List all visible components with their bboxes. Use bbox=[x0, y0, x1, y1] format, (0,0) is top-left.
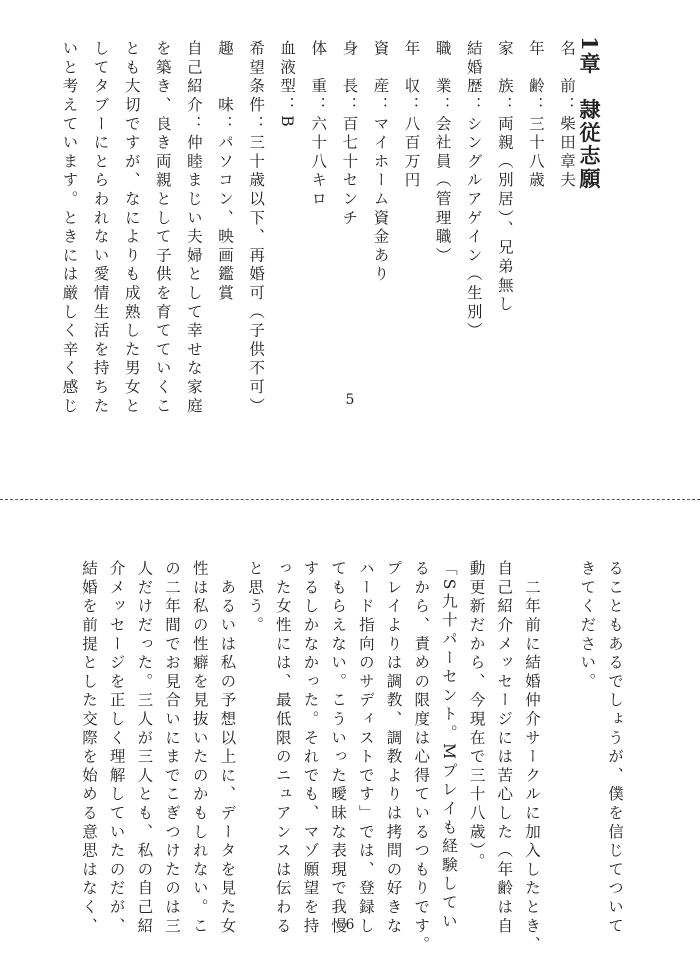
text-line: あるいは私の予想以上に、データを見た女 bbox=[218, 560, 237, 936]
text-line: 資 産：マイホーム資金あり bbox=[371, 40, 390, 285]
page-6-text bbox=[72, 560, 626, 955]
text-line: 名 前：柴田章夫 bbox=[558, 40, 576, 191]
text-line: いと考えています。ときには厳しく辛く感じ bbox=[60, 40, 79, 416]
text-line: 二年前に結婚仲介サークルに加入したとき、 bbox=[522, 560, 541, 955]
text-line: 性は私の性癖を見抜いたのかもしれない。こ bbox=[190, 560, 209, 936]
text-line: 結婚歴：シングルアゲイン（生別） bbox=[464, 40, 483, 341]
text-line: 年 収：八百万円 bbox=[402, 40, 421, 191]
text-line: 動更新だから、今現在で三十八歳）。 bbox=[467, 560, 486, 872]
text-line: 家 族：両親（別居）、兄弟無し bbox=[495, 40, 514, 315]
text-line: 希望条件：三十歳以下、再婚可（子供不可） bbox=[247, 40, 266, 416]
text-line: 職 業：会社員（管理職） bbox=[433, 40, 452, 266]
text-line bbox=[543, 560, 571, 955]
text-line: 血液型：B bbox=[278, 40, 297, 130]
text-line: きてください。 bbox=[578, 560, 597, 692]
text-line: の二年間でお見合いにまでこぎつけたのは三 bbox=[163, 560, 181, 936]
text-line: 自己紹介：仲睦まじい夫婦として幸せな家庭 bbox=[184, 40, 203, 416]
text-line: を築き、良き両親として子供を育てていくこ bbox=[153, 40, 172, 416]
text-line: った女性には、最低限のニュアンスは伝わる bbox=[273, 560, 292, 936]
page-number: 5 bbox=[345, 392, 355, 408]
text-line: 身 長：百七十センチ bbox=[340, 40, 359, 228]
text-line: プレイよりは調教、調教よりは拷問の好きな bbox=[384, 560, 403, 936]
text-line: するしかなかった。それでも、マゾ願望を持 bbox=[301, 560, 320, 936]
text-line: 人だけだった。三人が三人とも、私の自己紹 bbox=[135, 560, 154, 936]
text-line: と思う。 bbox=[246, 560, 265, 636]
text-line: 体 重：六十八キロ bbox=[309, 40, 328, 210]
page-divider bbox=[0, 499, 700, 500]
text-line: 「S九十パーセント。Mプレイも経験してい bbox=[439, 560, 458, 932]
text-line: 結婚を前提とした交際を始める意思はなく、 bbox=[79, 560, 98, 936]
text-line: 介メッセージを正しく理解していたのだが、 bbox=[107, 560, 126, 936]
text-line: 自己紹介メッセージには苦心した（年齢は自 bbox=[495, 560, 514, 936]
text-line: 年 齢：三十八歳 bbox=[526, 40, 545, 191]
page-5-text bbox=[49, 40, 578, 416]
page-number: 6 bbox=[345, 917, 355, 933]
text-line: 趣 味：パソコン、映画鑑賞 bbox=[215, 40, 234, 304]
text-line: ハード指向のサディストです」では、登録し bbox=[356, 560, 375, 936]
text-line: してタブーにとらわれない愛情生活を持ちた bbox=[91, 40, 110, 416]
text-line: るから、責めの限度は心得ているつもりです。 bbox=[412, 560, 431, 955]
chapter-title: 1章 隷従志願 bbox=[577, 36, 602, 191]
text-line: とも大切ですが、なによりも成熟した男女と bbox=[122, 40, 141, 416]
page-6 bbox=[0, 505, 700, 955]
text-line: てもらえない。こういった曖昧な表現で我慢 bbox=[329, 560, 348, 936]
text-line: ることもあるでしょうが、僕を信じてついて bbox=[606, 560, 624, 936]
